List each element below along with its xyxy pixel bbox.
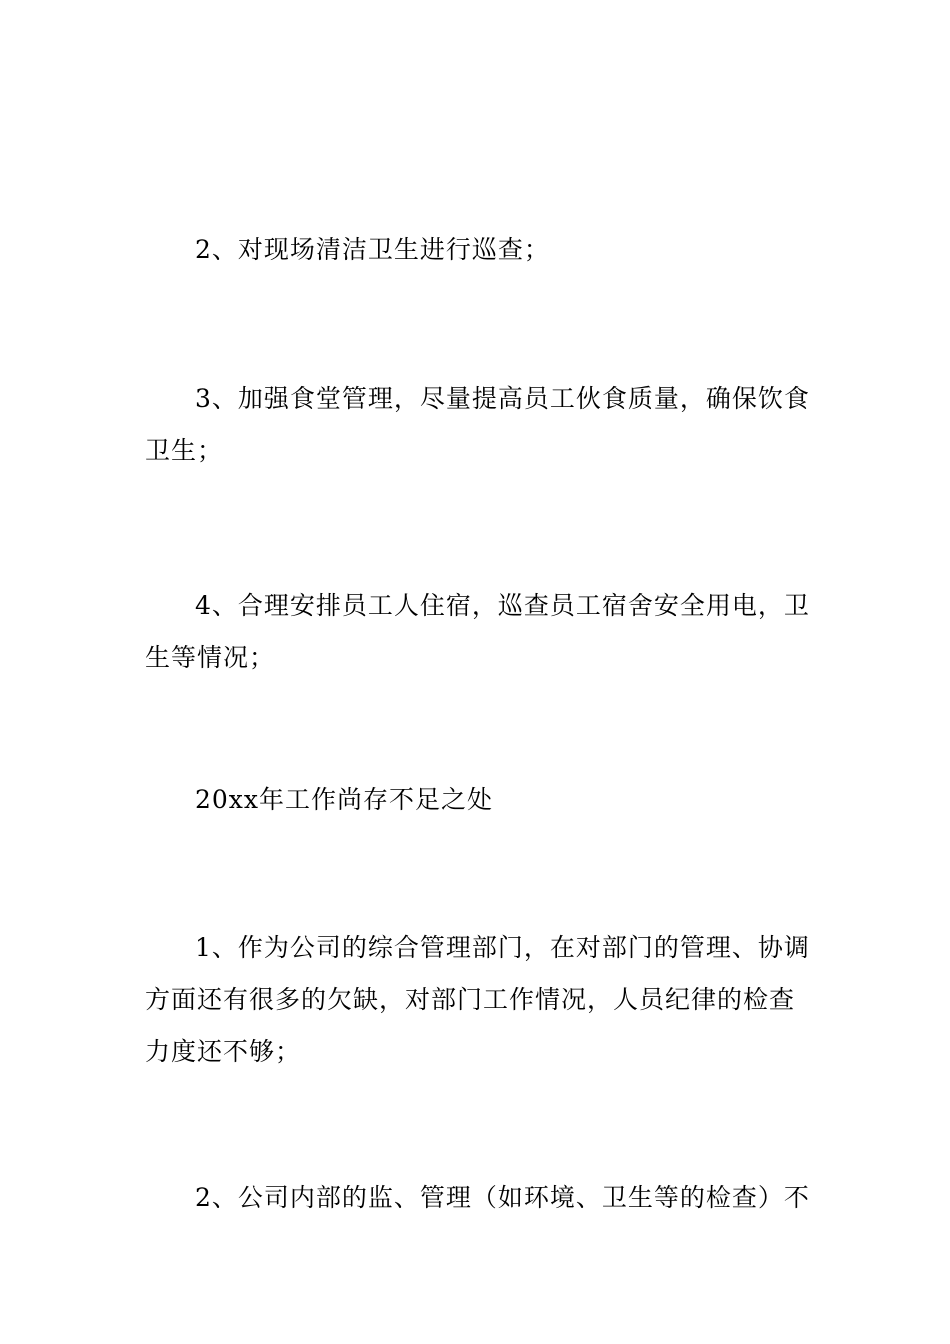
paragraph-canteen-management: 3、加强食堂管理，尽量提高员工伙食质量，确保饮食卫生；	[145, 384, 810, 465]
paragraph-management-shortcoming: 1、作为公司的综合管理部门，在对部门的管理、协调方面还有很多的欠缺，对部门工作情况，人员纪律的检查力度还不够；	[145, 933, 810, 1066]
paragraph-internal-supervision: 2、公司内部的监、管理（如环境、卫生等的检查）不	[195, 1183, 810, 1212]
paragraph-cleaning-inspection: 2、对现场清洁卫生进行巡查；	[195, 235, 550, 264]
paragraph-dormitory-arrangement: 4、合理安排员工人住宿，巡查员工宿舍安全用电，卫生等情况；	[145, 591, 810, 672]
section-heading-shortcomings: 20xx年工作尚存不足之处	[195, 785, 494, 814]
